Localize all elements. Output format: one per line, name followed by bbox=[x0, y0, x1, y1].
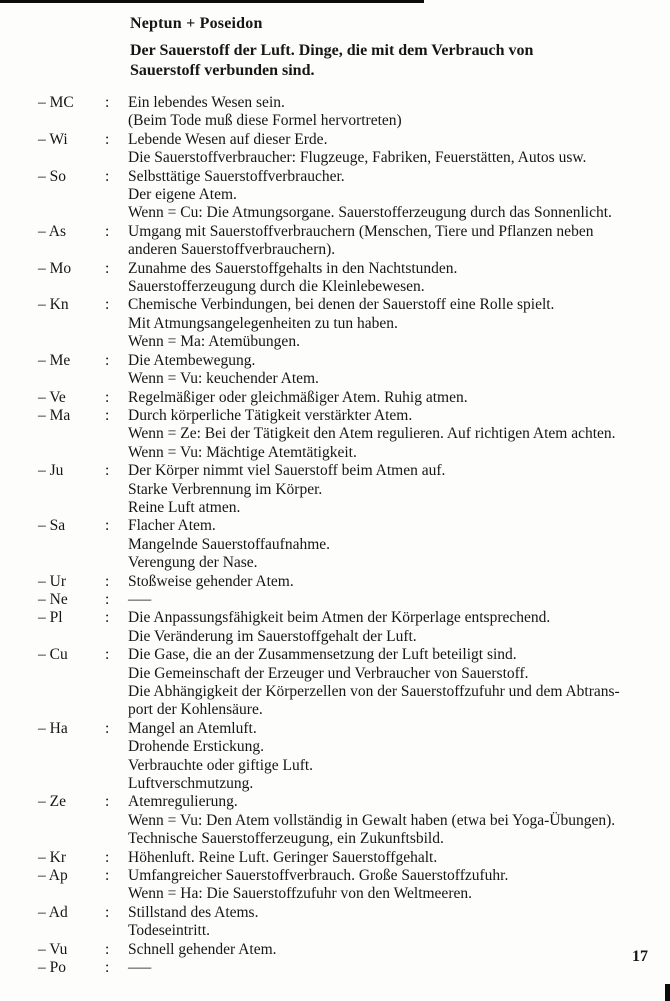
entry-row bbox=[38, 646, 670, 720]
entry-row bbox=[38, 94, 670, 131]
entry-code: – Vu bbox=[38, 940, 68, 958]
entry-code: – Me bbox=[38, 351, 71, 369]
entry-line: anderen Sauerstoffverbrauchern). bbox=[128, 241, 336, 259]
entry-line: Drohende Erstickung. bbox=[128, 738, 265, 756]
entry-code: – Ad bbox=[38, 903, 68, 921]
entry-line: Mangelnde Sauerstoffaufnahme. bbox=[128, 535, 331, 553]
entry-line: Lebende Wesen auf dieser Erde. bbox=[128, 130, 328, 148]
entry-line: Die Abhängigkeit der Körperzellen von der Sauerstoffzufuhr und dem Abtrans- bbox=[128, 683, 620, 700]
entry-row bbox=[38, 168, 670, 223]
entry-text bbox=[128, 94, 670, 131]
entry-line: Sauerstofferzeugung durch die Kleinlebewesen. bbox=[128, 278, 425, 296]
entry-line: Verbrauchte oder giftige Luft. bbox=[128, 756, 314, 774]
entry-line: Wenn = Cu: Die Atmungsorgane. Sauerstofferzeugung durch das Sonnenlicht. bbox=[128, 204, 612, 222]
entry-colon: : bbox=[105, 793, 110, 811]
entry-line: Die Anpassungsfähigkeit beim Atmen der Körperlage entsprechend. bbox=[128, 609, 551, 627]
entry-text bbox=[128, 867, 670, 904]
entry-line: Flacher Atem. bbox=[128, 517, 216, 535]
entry-code: – Kn bbox=[38, 296, 69, 314]
entry-row bbox=[38, 260, 670, 297]
entry-line: Die Atembewegung. bbox=[128, 351, 256, 369]
entry-text bbox=[128, 646, 670, 720]
entry-colon: : bbox=[105, 130, 110, 148]
entry-text bbox=[128, 352, 670, 389]
entry-line: Der Körper nimmt viel Sauerstoff beim Atmen auf. bbox=[128, 462, 446, 480]
entry-colon: : bbox=[105, 351, 110, 369]
entry-line: Wenn = Ha: Die Sauerstoffzufuhr von den Weltmeeren. bbox=[128, 885, 472, 903]
entry-code: – MC bbox=[38, 94, 74, 111]
entry-row bbox=[38, 793, 670, 848]
entry-text bbox=[128, 941, 670, 959]
entry-row bbox=[38, 904, 670, 941]
entry-line: Der eigene Atem. bbox=[128, 186, 237, 204]
entry-colon: : bbox=[105, 167, 110, 185]
entry-text bbox=[128, 609, 670, 646]
entry-text bbox=[128, 462, 670, 517]
entry-row bbox=[38, 609, 670, 646]
entry-row bbox=[38, 941, 670, 959]
entry-line: Umgang mit Sauerstoffverbrauchern (Menschen, Tiere und Pflanzen neben bbox=[128, 222, 594, 240]
entry-line: Stoßweise gehender Atem. bbox=[128, 572, 294, 590]
entry-line: Stillstand des Atems. bbox=[128, 903, 259, 921]
entry-colon: : bbox=[105, 572, 110, 590]
entry-colon: : bbox=[105, 848, 110, 866]
entry-code: – Ap bbox=[38, 867, 68, 885]
entry-colon: : bbox=[105, 462, 110, 480]
entry-line: Die Veränderung im Sauerstoffgehalt der Luft. bbox=[128, 627, 417, 645]
entry-line: Todeseintritt. bbox=[128, 922, 210, 940]
entry-line: Reine Luft atmen. bbox=[128, 498, 241, 516]
entry-line: Schnell gehender Atem. bbox=[128, 940, 277, 958]
entry-line: Mit Atmungsangelegenheiten zu tun haben. bbox=[128, 314, 398, 332]
entry-text bbox=[128, 720, 670, 794]
entry-line: Verengung der Nase. bbox=[128, 554, 258, 572]
entry-code: – Ma bbox=[38, 406, 71, 424]
entry-text bbox=[128, 959, 670, 977]
subtitle-line: Der Sauerstoff der Luft. Dinge, die mit dem Verbrauch von bbox=[130, 42, 534, 59]
entry-code: – Pl bbox=[38, 609, 63, 627]
entry-line: Technische Sauerstofferzeugung, ein Zukunftsbild. bbox=[128, 830, 444, 848]
entry-colon: : bbox=[105, 646, 110, 664]
entry-colon: : bbox=[105, 222, 110, 240]
entry-code: – Ve bbox=[38, 388, 66, 406]
entry-row bbox=[38, 296, 670, 351]
entry-code: – As bbox=[38, 222, 66, 240]
entry-line: Wenn = Vu: keuchender Atem. bbox=[128, 370, 319, 388]
entry-row bbox=[38, 223, 670, 260]
entry-row bbox=[38, 849, 670, 867]
entry-row bbox=[38, 720, 670, 794]
entry-code: – Ha bbox=[38, 719, 68, 737]
entry-text bbox=[128, 131, 670, 168]
entry-line: Die Gemeinschaft der Erzeuger und Verbraucher von Sauerstoff. bbox=[128, 664, 529, 682]
entry-colon: : bbox=[105, 959, 110, 977]
entry-colon: : bbox=[105, 940, 110, 958]
page-header bbox=[130, 14, 670, 81]
entry-colon: : bbox=[105, 867, 110, 885]
entry-row bbox=[38, 407, 670, 462]
scan-artifact-topline bbox=[0, 0, 424, 3]
entry-line: Wenn = Ma: Atemübungen. bbox=[128, 333, 300, 351]
entry-line: Durch körperliche Tätigkeit verstärkter Atem. bbox=[128, 406, 413, 424]
entry-line: ––– bbox=[128, 590, 152, 608]
entry-text bbox=[128, 849, 670, 867]
subtitle-line: Sauerstoff verbunden sind. bbox=[130, 62, 315, 79]
entry-colon: : bbox=[105, 406, 110, 424]
entry-text bbox=[128, 389, 670, 407]
entry-code: – Sa bbox=[38, 517, 66, 535]
page-subtitle bbox=[130, 41, 670, 81]
entry-code: – Wi bbox=[38, 130, 68, 148]
entry-line: Umfangreicher Sauerstoffverbrauch. Große Sauerstoffzufuhr. bbox=[128, 867, 509, 885]
entry-list bbox=[38, 94, 670, 978]
entry-colon: : bbox=[105, 388, 110, 406]
entry-code: – Ne bbox=[38, 590, 68, 608]
entry-line: Wenn = Vu: Mächtige Atemtätigkeit. bbox=[128, 443, 357, 461]
entry-text bbox=[128, 517, 670, 572]
entry-line: Chemische Verbindungen, bei denen der Sauerstoff eine Rolle spielt. bbox=[128, 296, 555, 314]
entry-row bbox=[38, 389, 670, 407]
entry-code: – Kr bbox=[38, 848, 66, 866]
entry-code: – Ju bbox=[38, 462, 64, 480]
scan-artifact-corner-mark bbox=[665, 984, 670, 1001]
entry-line: Wenn = Ze: Bei der Tätigkeit den Atem regulieren. Auf richtigen Atem achten. bbox=[128, 425, 616, 443]
page-title: Neptun + Poseidon bbox=[130, 15, 263, 32]
entry-text bbox=[128, 296, 670, 351]
entry-colon: : bbox=[105, 94, 110, 111]
entry-code: – Ze bbox=[38, 793, 66, 811]
entry-text bbox=[128, 168, 670, 223]
entry-code: – Cu bbox=[38, 646, 68, 664]
entry-colon: : bbox=[105, 903, 110, 921]
entry-line: port der Kohlensäure. bbox=[128, 701, 263, 719]
entry-row bbox=[38, 591, 670, 609]
entry-text bbox=[128, 904, 670, 941]
entry-line: Regelmäßiger oder gleichmäßiger Atem. Ruhig atmen. bbox=[128, 388, 468, 406]
entry-text bbox=[128, 793, 670, 848]
entry-line: (Beim Tode muß diese Formel hervortreten) bbox=[128, 112, 402, 130]
entry-line: Starke Verbrennung im Körper. bbox=[128, 480, 323, 498]
entry-line: Atemregulierung. bbox=[128, 793, 238, 811]
entry-row bbox=[38, 131, 670, 168]
entry-line: ––– bbox=[128, 959, 152, 977]
entry-row bbox=[38, 573, 670, 591]
entry-row bbox=[38, 867, 670, 904]
entry-colon: : bbox=[105, 517, 110, 535]
entry-line: Die Gase, die an der Zusammensetzung der Luft beteiligt sind. bbox=[128, 646, 517, 664]
entry-code: – Po bbox=[38, 959, 66, 977]
entry-colon: : bbox=[105, 259, 110, 277]
entry-colon: : bbox=[105, 590, 110, 608]
entry-text bbox=[128, 407, 670, 462]
entry-text bbox=[128, 573, 670, 591]
entry-line: Selbsttätige Sauerstoffverbraucher. bbox=[128, 167, 345, 185]
entry-line: Luftverschmutzung. bbox=[128, 775, 254, 793]
page-number: 17 bbox=[632, 948, 648, 965]
entry-line: Ein lebendes Wesen sein. bbox=[128, 94, 285, 111]
entry-colon: : bbox=[105, 719, 110, 737]
entry-code: – Ur bbox=[38, 572, 66, 590]
entry-row bbox=[38, 959, 670, 977]
entry-row bbox=[38, 517, 670, 572]
entry-line: Höhenluft. Reine Luft. Geringer Sauerstoffgehalt. bbox=[128, 848, 438, 866]
entry-text bbox=[128, 223, 670, 260]
entry-line: Wenn = Vu: Den Atem vollständig in Gewalt haben (etwa bei Yoga-Übungen). bbox=[128, 811, 616, 829]
entry-row bbox=[38, 462, 670, 517]
entry-colon: : bbox=[105, 609, 110, 627]
entry-text bbox=[128, 591, 670, 609]
entry-colon: : bbox=[105, 296, 110, 314]
entry-line: Die Sauerstoffverbraucher: Flugzeuge, Fabriken, Feuerstätten, Autos usw. bbox=[128, 149, 587, 167]
entry-code: – So bbox=[38, 167, 66, 185]
entry-text bbox=[128, 260, 670, 297]
entry-row bbox=[38, 352, 670, 389]
entry-code: – Mo bbox=[38, 259, 72, 277]
entry-line: Mangel an Atemluft. bbox=[128, 719, 257, 737]
entry-line: Zunahme des Sauerstoffgehalts in den Nachtstunden. bbox=[128, 259, 458, 277]
